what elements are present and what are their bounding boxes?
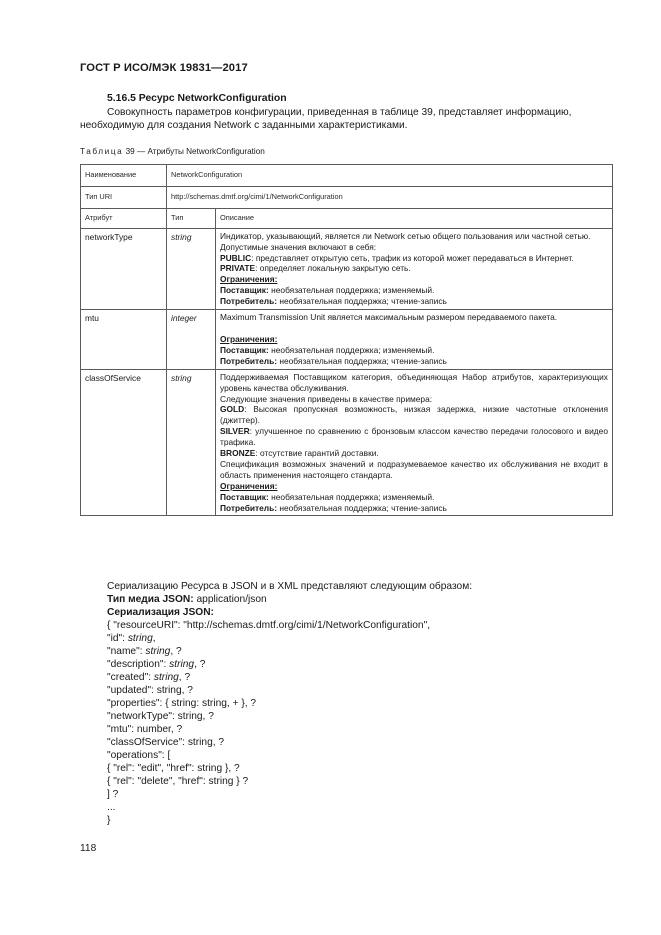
- description-text: : улучшенное по сравнению с бронзовым классом качество передачи голосового и видео трафика.: [220, 426, 608, 448]
- consumer-line-value: необязательная поддержка; чтение-запись: [277, 355, 447, 366]
- description-paragraph: [220, 448, 608, 459]
- section-heading: [107, 93, 287, 104]
- consumer-line: [220, 296, 608, 307]
- description-text: Поддерживаемая Поставщиком категория, объединяющая Набор атрибутов, характеризующих уровень качества обслуживания.: [220, 371, 608, 393]
- code-segment: { "resourceURI": "http://schemas.dmtf.org/cimi/1/NetworkConfiguration",: [107, 620, 431, 631]
- table-row: [81, 369, 613, 516]
- provider-line-value: необязательная поддержка; изменяемый.: [268, 344, 435, 355]
- table-caption-text: 39 — Атрибуты NetworkConfiguration: [125, 147, 265, 156]
- code-line: [80, 788, 612, 801]
- json-serialization-heading: Сериализация JSON:: [107, 607, 214, 618]
- description-paragraph: [220, 426, 608, 448]
- provider-line-value: необязательная поддержка; изменяемый.: [268, 285, 435, 296]
- code-segment: , ?: [178, 672, 191, 683]
- description-paragraph: [220, 253, 608, 264]
- code-segment: ] ?: [107, 789, 119, 800]
- code-segment: string: [169, 659, 195, 670]
- section-title: Ресурс NetworkConfiguration: [138, 93, 287, 104]
- code-segment: ,: [152, 633, 156, 644]
- description-text: Следующие значения приведены в качестве примера:: [220, 393, 433, 404]
- description-paragraph: [220, 459, 608, 481]
- description-text: Maximum Transmission Unit является максимальным размером передаваемого пакета.: [220, 312, 558, 323]
- name-label-cell: Наименование: [81, 165, 167, 187]
- provider-line: [220, 345, 608, 356]
- table-caption-word: Таблица: [80, 147, 124, 156]
- code-line: [80, 814, 612, 827]
- provider-line-label: Поставщик:: [220, 491, 269, 502]
- consumer-line: [220, 503, 608, 514]
- description-paragraph: [220, 231, 608, 242]
- code-line: [80, 684, 612, 697]
- attribute-name-cell: classOfService: [81, 369, 167, 516]
- intro-paragraph: [80, 106, 612, 132]
- provider-line-label: Поставщик:: [220, 344, 269, 355]
- code-segment: string: [127, 633, 153, 644]
- code-line: [80, 710, 612, 723]
- document-header: ГОСТ Р ИСО/МЭК 19831—2017: [80, 62, 248, 74]
- attribute-description-cell: [216, 310, 613, 370]
- code-line: [80, 749, 612, 762]
- column-header-description: Описание: [216, 208, 613, 228]
- consumer-line-label: Потребитель:: [220, 296, 278, 307]
- code-segment: "created":: [107, 672, 154, 683]
- description-text: : Высокая пропускная возможность, низкая задержка, низкие частотные отклонения (джиттер).: [220, 404, 608, 426]
- serialization-section: [80, 580, 612, 827]
- code-line: [80, 619, 612, 632]
- description-text: : определяет локальную закрытую сеть.: [255, 263, 411, 274]
- description-text: : отсутствие гарантий доставки.: [255, 448, 379, 459]
- code-line: [80, 671, 612, 684]
- description-text: Спецификация возможных значений и подразумеваемое качество их обслуживания не входит в область применения настоящего стандарта.: [220, 458, 608, 480]
- json-code-block: [80, 619, 612, 827]
- media-type-label: Тип медиа JSON:: [107, 594, 194, 605]
- value-keyword: BRONZE: [220, 448, 256, 459]
- code-segment: "id":: [107, 633, 128, 644]
- restrictions-label: Ограничения:: [220, 480, 278, 491]
- value-keyword: SILVER: [220, 426, 250, 437]
- code-segment: , ?: [170, 646, 182, 657]
- provider-line-label: Поставщик:: [220, 285, 269, 296]
- code-segment: "mtu": number, ?: [107, 724, 183, 735]
- code-segment: "properties": { string: string, + }, ?: [107, 698, 257, 709]
- code-line: [80, 775, 612, 788]
- code-line: [80, 697, 612, 710]
- code-segment: "updated": string, ?: [107, 685, 193, 696]
- consumer-line-label: Потребитель:: [220, 502, 278, 513]
- code-line: [80, 723, 612, 736]
- provider-line: [220, 285, 608, 296]
- description-paragraph: [220, 372, 608, 394]
- code-segment: "name":: [107, 646, 146, 657]
- code-segment: { "rel": "delete", "href": string } ?: [107, 776, 249, 787]
- description-paragraph: [220, 312, 608, 323]
- attributes-table: [80, 164, 613, 516]
- code-segment: , ?: [194, 659, 206, 670]
- uri-label-cell: Тип URI: [81, 186, 167, 208]
- table-uri-row: [81, 186, 613, 208]
- column-header-attribute: Атрибут: [81, 208, 167, 228]
- code-segment: string: [153, 672, 179, 683]
- uri-value-cell: http://schemas.dmtf.org/cimi/1/NetworkConfiguration: [167, 186, 613, 208]
- table-row: [81, 228, 613, 309]
- attribute-name-cell: networkType: [81, 228, 167, 309]
- attribute-type-cell: integer: [167, 310, 216, 370]
- value-keyword: PUBLIC: [220, 252, 252, 263]
- consumer-line: [220, 356, 608, 367]
- table-column-headers: [81, 208, 613, 228]
- name-value-cell: NetworkConfiguration: [167, 165, 613, 187]
- description-text: Допустимые значения включают в себя:: [220, 241, 377, 252]
- attribute-description-cell: [216, 369, 613, 516]
- code-segment: { "rel": "edit", "href": string }, ?: [107, 763, 240, 774]
- description-paragraph: [220, 404, 608, 426]
- table-caption: [80, 147, 265, 156]
- code-segment: "classOfService": string, ?: [107, 737, 225, 748]
- attribute-type-cell: string: [167, 228, 216, 309]
- code-segment: "operations": [: [107, 750, 171, 761]
- description-paragraph: [220, 394, 608, 405]
- description-paragraph: [220, 242, 608, 253]
- restrictions-label: Ограничения:: [220, 333, 278, 344]
- attribute-description-cell: [216, 228, 613, 309]
- intro-line-2: необходимую для создания Network с заданными характеристиками.: [80, 120, 408, 132]
- code-line: [80, 736, 612, 749]
- code-line: [80, 645, 612, 658]
- code-segment: "description":: [107, 659, 170, 670]
- consumer-line-label: Потребитель:: [220, 355, 278, 366]
- media-type-line: [80, 593, 612, 606]
- section-number: 5.16.5: [107, 93, 136, 104]
- code-segment: }: [107, 815, 111, 826]
- provider-line: [220, 492, 608, 503]
- value-keyword: PRIVATE: [220, 263, 256, 274]
- provider-line-value: необязательная поддержка; изменяемый.: [268, 491, 435, 502]
- page-number: 118: [80, 843, 97, 854]
- restrictions-label: Ограничения:: [220, 274, 278, 285]
- code-segment: ...: [107, 802, 116, 813]
- attribute-name-cell: mtu: [81, 310, 167, 370]
- code-line: [80, 762, 612, 775]
- column-header-type: Тип: [167, 208, 216, 228]
- description-paragraph: [220, 263, 608, 274]
- table-row: [81, 310, 613, 370]
- media-type-value: application/json: [193, 594, 267, 605]
- serialization-intro: Сериализацию Ресурса в JSON и в XML представляют следующим образом:: [107, 581, 473, 592]
- code-segment: "networkType": string, ?: [107, 711, 214, 722]
- description-text: Индикатор, указывающий, является ли Network сетью общего пользования или частной сетью.: [220, 230, 591, 241]
- intro-line-1: Совокупность параметров конфигурации, приведенная в таблице 39, представляет информацию,: [107, 107, 572, 118]
- description-text: : представляет открытую сеть, трафик из которой может передаваться в Интернет.: [251, 252, 574, 263]
- code-line: [80, 801, 612, 814]
- consumer-line-value: необязательная поддержка; чтение-запись: [277, 296, 447, 307]
- consumer-line-value: необязательная поддержка; чтение-запись: [277, 502, 447, 513]
- value-keyword: GOLD: [220, 404, 245, 415]
- table-name-row: [81, 165, 613, 187]
- code-line: [80, 658, 612, 671]
- code-segment: string: [145, 646, 171, 657]
- attribute-type-cell: string: [167, 369, 216, 516]
- code-line: [80, 632, 612, 645]
